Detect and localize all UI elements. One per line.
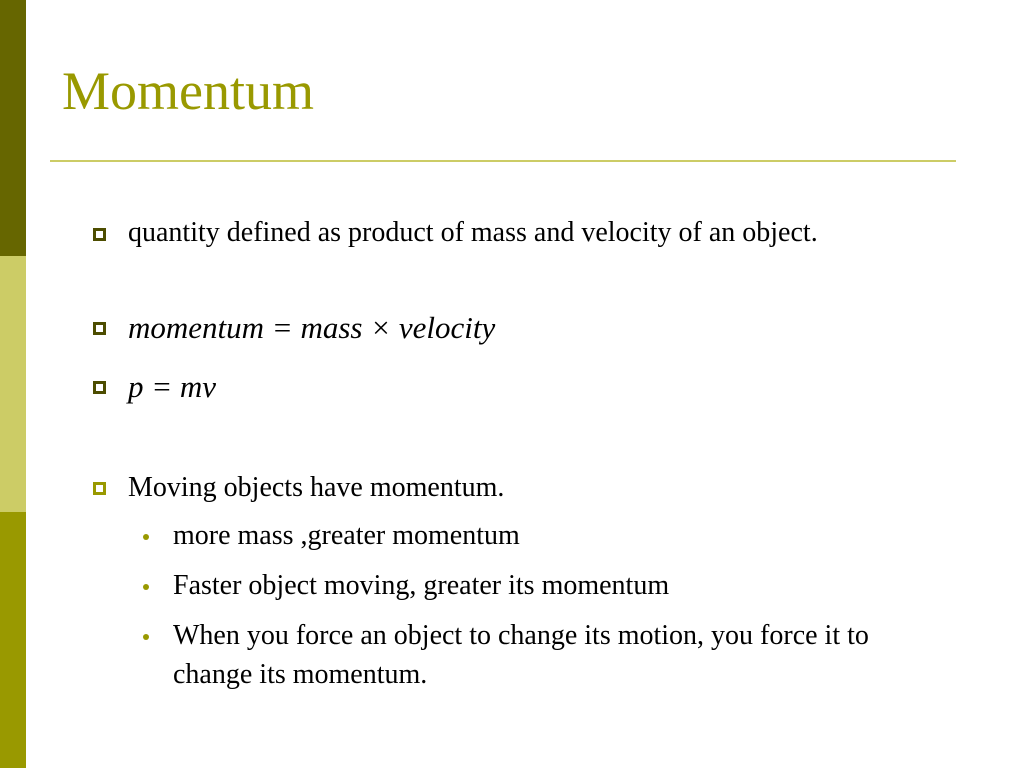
sub-bullet-text: more mass ,greater momentum bbox=[173, 520, 520, 551]
sub-bullet-text: When you force an object to change its motion, you force it to change its momentum. bbox=[173, 620, 869, 690]
dot-bullet-icon bbox=[143, 634, 149, 640]
sub-bullet-text: Faster object moving, greater its momentum bbox=[173, 570, 670, 601]
square-bullet-icon bbox=[93, 482, 106, 495]
bullet-text: quantity defined as product of mass and velocity of an object. bbox=[128, 217, 818, 248]
slide-title: Momentum bbox=[62, 61, 314, 121]
dot-bullet-icon bbox=[143, 534, 149, 540]
dot-bullet-icon bbox=[143, 584, 149, 590]
square-bullet-icon bbox=[93, 228, 106, 241]
square-bullet-icon bbox=[93, 381, 106, 394]
bullet-text: momentum = mass × velocity bbox=[128, 310, 496, 345]
bullet-text: Moving objects have momentum. bbox=[128, 472, 505, 503]
square-bullet-icon bbox=[93, 322, 106, 335]
bullet-text: p = mv bbox=[128, 369, 217, 404]
